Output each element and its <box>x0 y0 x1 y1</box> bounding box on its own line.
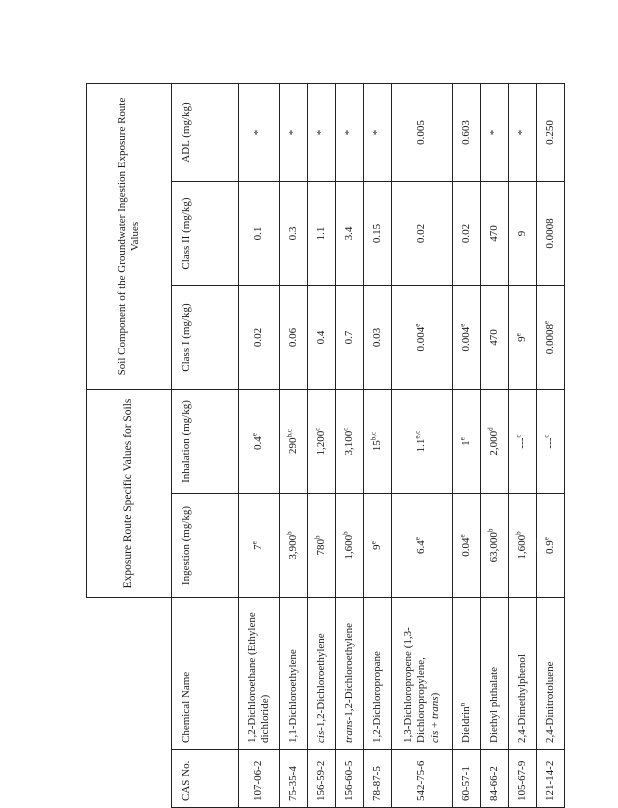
exposure-route-group-header: Exposure Route Specific Values for Soils <box>87 390 172 598</box>
ingestion-header: Ingestion (mg/kg) <box>172 494 239 598</box>
adl-cell: * <box>308 84 336 182</box>
inhalation-cell: 15$^{b,c}$ <box>364 390 392 494</box>
adl-cell: * <box>336 84 364 182</box>
ingestion-cell: 63,000$^b$ <box>481 494 509 598</box>
chemical-name-cell: 2,4-Dinitrotoluene <box>537 598 565 750</box>
class2-header: Class II (mg/kg) <box>172 182 239 286</box>
adl-header: ADL (mg/kg) <box>172 84 239 182</box>
table-row <box>364 84 392 808</box>
ingestion-cell: 9e <box>364 494 392 598</box>
chemical-name-cell: 1,1-Dichloroethylene <box>280 598 308 750</box>
cas-cell: 60-57-1 <box>453 750 481 808</box>
remediation-values-table <box>86 83 565 808</box>
groundwater-group-header: Soil Component of the Groundwater Ingestion Exposure Route Values <box>87 84 172 390</box>
class1-cell: 0.004e <box>453 286 481 390</box>
adl-cell: * <box>364 84 392 182</box>
chemical-name-cell: cis-1,2-Dichloroethylene <box>308 598 336 750</box>
inhalation-cell: ---$^c$ <box>509 390 537 494</box>
inhalation-cell: ---$^c$ <box>537 390 565 494</box>
table-row <box>537 84 565 808</box>
class1-header: Class I (mg/kg) <box>172 286 239 390</box>
class2-cell: 0.1 <box>239 182 280 286</box>
ingestion-cell: 7e <box>239 494 280 598</box>
class2-cell: 0.02 <box>453 182 481 286</box>
blank-corner <box>87 598 172 808</box>
page-mark <box>536 538 537 552</box>
adl-cell: * <box>481 84 509 182</box>
table-row <box>280 84 308 808</box>
cas-header: CAS No. <box>172 750 239 808</box>
chemical-name-header: Chemical Name <box>172 598 239 750</box>
table-row <box>481 84 509 808</box>
class1-cell: 0.7 <box>336 286 364 390</box>
ingestion-cell: 3,900$^b$ <box>280 494 308 598</box>
chemical-name-cell: 1,3-Dichloropropene (1,3-Dichloropropylene, cis + trans) <box>392 598 453 750</box>
cas-cell: 78-87-5 <box>364 750 392 808</box>
cas-cell: 75-35-4 <box>280 750 308 808</box>
class2-cell: 0.02 <box>392 182 453 286</box>
class2-cell: 0.0008 <box>537 182 565 286</box>
table-row <box>453 84 481 808</box>
class1-cell: 9e <box>509 286 537 390</box>
chemical-name-cell: trans-1,2-Dichloroethylene <box>336 598 364 750</box>
class1-cell: 0.03 <box>364 286 392 390</box>
inhalation-cell: 3,100$^c$ <box>336 390 364 494</box>
class1-cell: 0.0008e <box>537 286 565 390</box>
class2-cell: 1.1 <box>308 182 336 286</box>
inhalation-header: Inhalation (mg/kg) <box>172 390 239 494</box>
ingestion-cell: 0.04e <box>453 494 481 598</box>
ingestion-cell: 1,600$^b$ <box>509 494 537 598</box>
class1-cell: 0.4 <box>308 286 336 390</box>
adl-cell: * <box>280 84 308 182</box>
chemical-name-cell: 1,2-Dichloropropane <box>364 598 392 750</box>
adl-cell: 0.005 <box>392 84 453 182</box>
class2-cell: 3.4 <box>336 182 364 286</box>
table-row <box>308 84 336 808</box>
cas-cell: 84-66-2 <box>481 750 509 808</box>
class1-cell: 0.06 <box>280 286 308 390</box>
ingestion-cell: 0.9e <box>537 494 565 598</box>
table-row <box>392 84 453 808</box>
table-row <box>239 84 280 808</box>
cas-cell: 156-59-2 <box>308 750 336 808</box>
chemical-name-cell: Dieldrin$^n$ <box>453 598 481 750</box>
adl-cell: 0.603 <box>453 84 481 182</box>
class1-cell: 0.02 <box>239 286 280 390</box>
inhalation-cell: 2,000$^d$ <box>481 390 509 494</box>
adl-cell: * <box>509 84 537 182</box>
table-row <box>509 84 537 808</box>
ingestion-cell: 1,600$^b$ <box>336 494 364 598</box>
class2-cell: 0.15 <box>364 182 392 286</box>
inhalation-cell: 1.1$^{e,c}$ <box>392 390 453 494</box>
inhalation-cell: 290$^{b,c}$ <box>280 390 308 494</box>
cas-cell: 542-75-6 <box>392 750 453 808</box>
cas-cell: 105-67-9 <box>509 750 537 808</box>
class1-cell: 470 <box>481 286 509 390</box>
table-row <box>336 84 364 808</box>
cas-cell: 121-14-2 <box>537 750 565 808</box>
inhalation-cell: 1,200$^c$ <box>308 390 336 494</box>
cas-cell: 107-06-2 <box>239 750 280 808</box>
inhalation-cell: 1e <box>453 390 481 494</box>
ingestion-cell: 6.4e <box>392 494 453 598</box>
adl-cell: 0.250 <box>537 84 565 182</box>
chemical-name-cell: 2,4-Dimethylphenol <box>509 598 537 750</box>
class2-cell: 470 <box>481 182 509 286</box>
class1-cell: 0.004e <box>392 286 453 390</box>
class2-cell: 0.3 <box>280 182 308 286</box>
class2-cell: 9 <box>509 182 537 286</box>
chemical-name-cell: Diethyl phthalate <box>481 598 509 750</box>
ingestion-cell: 780$^b$ <box>308 494 336 598</box>
inhalation-cell: 0.4e <box>239 390 280 494</box>
adl-cell: * <box>239 84 280 182</box>
rotated-page <box>86 84 556 808</box>
cas-cell: 156-60-5 <box>336 750 364 808</box>
chemical-name-cell: 1,2-Dichloroethane (Ethylene dichloride) <box>239 598 280 750</box>
